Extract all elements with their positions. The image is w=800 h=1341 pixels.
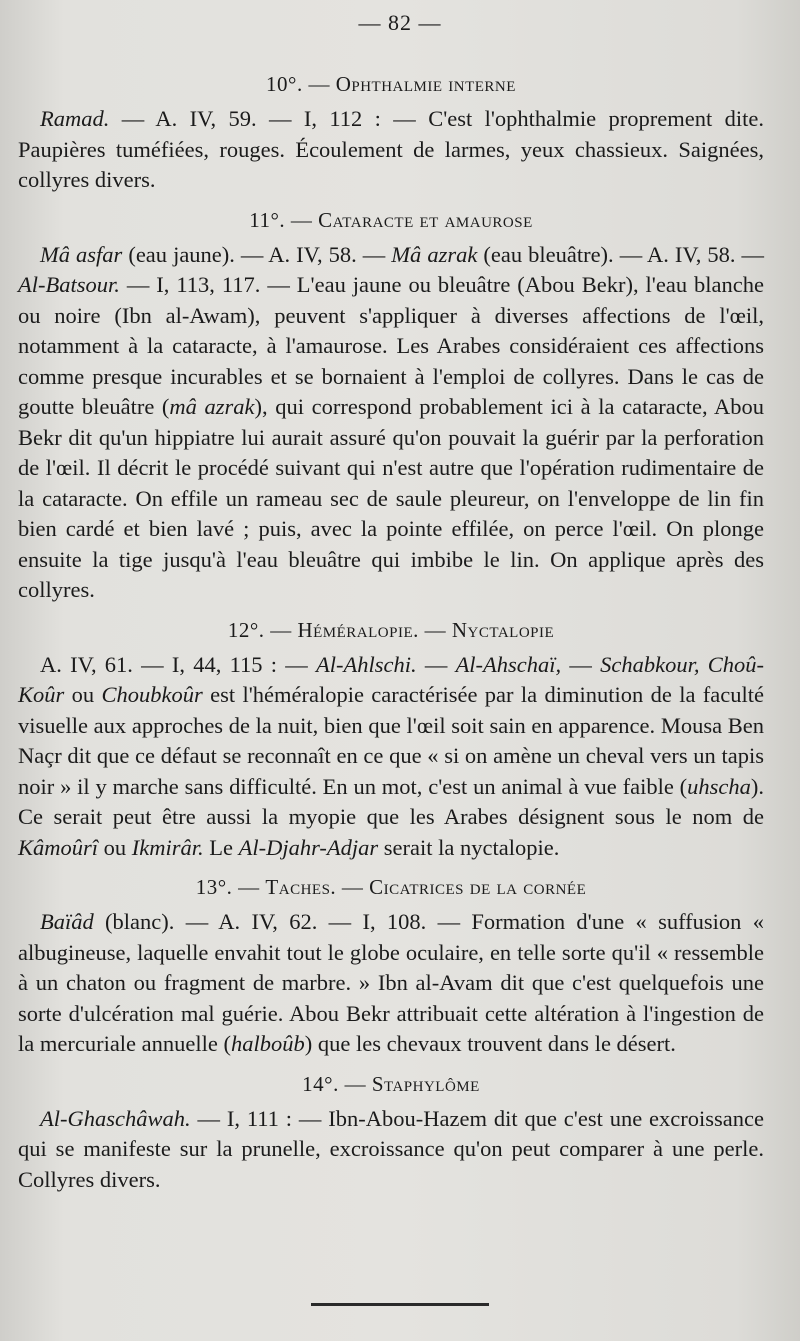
section-heading-12: [18, 614, 764, 646]
section-heading-11: [18, 204, 764, 236]
text-run: — I, 113, 117. — L'eau jaune ou bleuâtre (Abou Bekr), l'eau blanche ou noire (Ibn al-Awam), peuvent s'appliquer à diverses affections de l'œil, notamment à la cataracte, à l'amaurose. Les Arabes considéraient ces affections comme presque incurables et se bornaient à l'emploi de collyres. Dans le cas de goutte bleuâtre (: [18, 272, 764, 419]
heading-number: 14°. —: [302, 1071, 372, 1096]
heading-number: 12°. —: [227, 617, 298, 642]
text-run: ou: [98, 834, 132, 860]
term: uhscha: [687, 773, 751, 799]
term: Baïâd: [40, 909, 94, 934]
text-run: —: [561, 651, 601, 677]
text-run: serait la nyctalopie.: [378, 834, 560, 860]
term: Ikmirâr.: [131, 834, 204, 860]
term: Al-Ahlschi.: [315, 651, 417, 677]
heading-number: 11°. —: [249, 207, 319, 232]
term: mâ azrak: [169, 394, 255, 419]
text-run: (blanc). — A. IV, 62. — I, 108. — Formation d'une « suffusion « albugineuse, laquelle envahit tout le globe oculaire, en telle sorte qu'il « ressemble à un chaton ou fragment de marbre. » Ibn al-Avam dit que c'est quelquefois une sorte d'ulcération mal guérie. Abou Bekr attribuait cette altération à l'ingestion de la mercuriale annuelle (: [18, 909, 764, 1056]
term: Mâ azrak: [391, 241, 478, 267]
term: Mâ asfar: [40, 241, 123, 267]
text-run: (eau jaune). — A. IV, 58. —: [122, 241, 392, 267]
heading-title: Ophthalmie interne: [335, 72, 516, 96]
term: Kâmoûrî: [18, 834, 99, 860]
term: Al-Ghaschâwah.: [40, 1105, 191, 1131]
section-paragraph-10: [18, 104, 764, 196]
section-paragraph-14: [18, 1104, 764, 1196]
heading-title: Héméralopie. — Nyctalopie: [297, 617, 555, 642]
section-paragraph-11: [18, 240, 764, 606]
term: Al-Batsour.: [18, 272, 120, 297]
section-paragraph-13: [18, 907, 764, 1060]
paragraph-text: — A. IV, 59. — I, 112 : — C'est l'ophthalmie proprement dite. Paupières tuméfiées, rouges. Écoulement de larmes, yeux chassieux. Saignées, collyres divers.: [18, 106, 764, 192]
page-number: — 82 —: [358, 10, 442, 35]
text-run: — I, 111 : — Ibn-Abou-Hazem dit que c'est une excroissance qui se manifeste sur la prunelle, excroissance qu'on peut comparer à une perle. Collyres divers.: [18, 1105, 764, 1192]
text-run: ) que les chevaux trouvent dans le désert.: [304, 1031, 676, 1056]
term: Ramad.: [40, 106, 110, 131]
term: Al-Djahr-Adjar: [238, 834, 379, 860]
term: halboûb: [231, 1031, 305, 1056]
section-paragraph-12: [18, 650, 764, 864]
text-run: ), qui correspond probablement ici à la cataracte, Abou Bekr dit qu'un hippiatre lui aurait assuré qu'on pouvait la guérir par la perforation de l'œil. Il décrit le procédé suivant qui n'est autre que l'opération rudimentaire de la cataracte. On effile un rameau sec de saule pleureur, on l'enveloppe de lin fin bien cardé et bien lavé ; puis, avec la pointe effilée, on perce l'œil. On plonge ensuite la tige jusqu'à l'eau bleuâtre qui imbibe le lin. On applique après des collyres.: [18, 394, 765, 602]
heading-title: Staphylôme: [371, 1071, 480, 1096]
text-run: ou: [64, 682, 102, 707]
text-run: Le: [203, 834, 239, 860]
text-run: ). Ce serait peut être aussi la myopie que les Arabes désignent sous le nom de: [18, 773, 764, 829]
section-heading-10: [18, 68, 764, 100]
heading-number: 10°. —: [266, 72, 336, 96]
end-rule: [311, 1303, 489, 1306]
heading-number: 13°. —: [195, 875, 266, 899]
text-run: est l'héméralopie caractérisée par la diminution de la faculté visuelle aux approches de la nuit, bien que l'œil soit sain en apparence. Mousa Ben Naçr dit que ce défaut se reconnaît en ce que « si on amène un cheval vers un tapis noir » il y marche sans difficulté. En un mot, c'est un animal à vue faible (: [18, 682, 764, 799]
term: Choubkoûr: [101, 682, 203, 707]
text-run: A. IV, 61. — I, 44, 115 : —: [40, 651, 316, 677]
heading-title: Cataracte et amaurose: [318, 207, 533, 232]
text-run: —: [416, 651, 456, 677]
section-heading-13: [18, 871, 764, 903]
term: Schabkour, Choû-Koûr: [18, 651, 764, 707]
section-heading-14: [18, 1068, 764, 1100]
text-run: (eau bleuâtre). — A. IV, 58. —: [477, 241, 765, 267]
heading-title: Taches. — Cicatrices de la cornée: [265, 875, 587, 899]
term: Al-Ahschaï,: [455, 651, 562, 677]
page-body: [18, 68, 764, 1203]
